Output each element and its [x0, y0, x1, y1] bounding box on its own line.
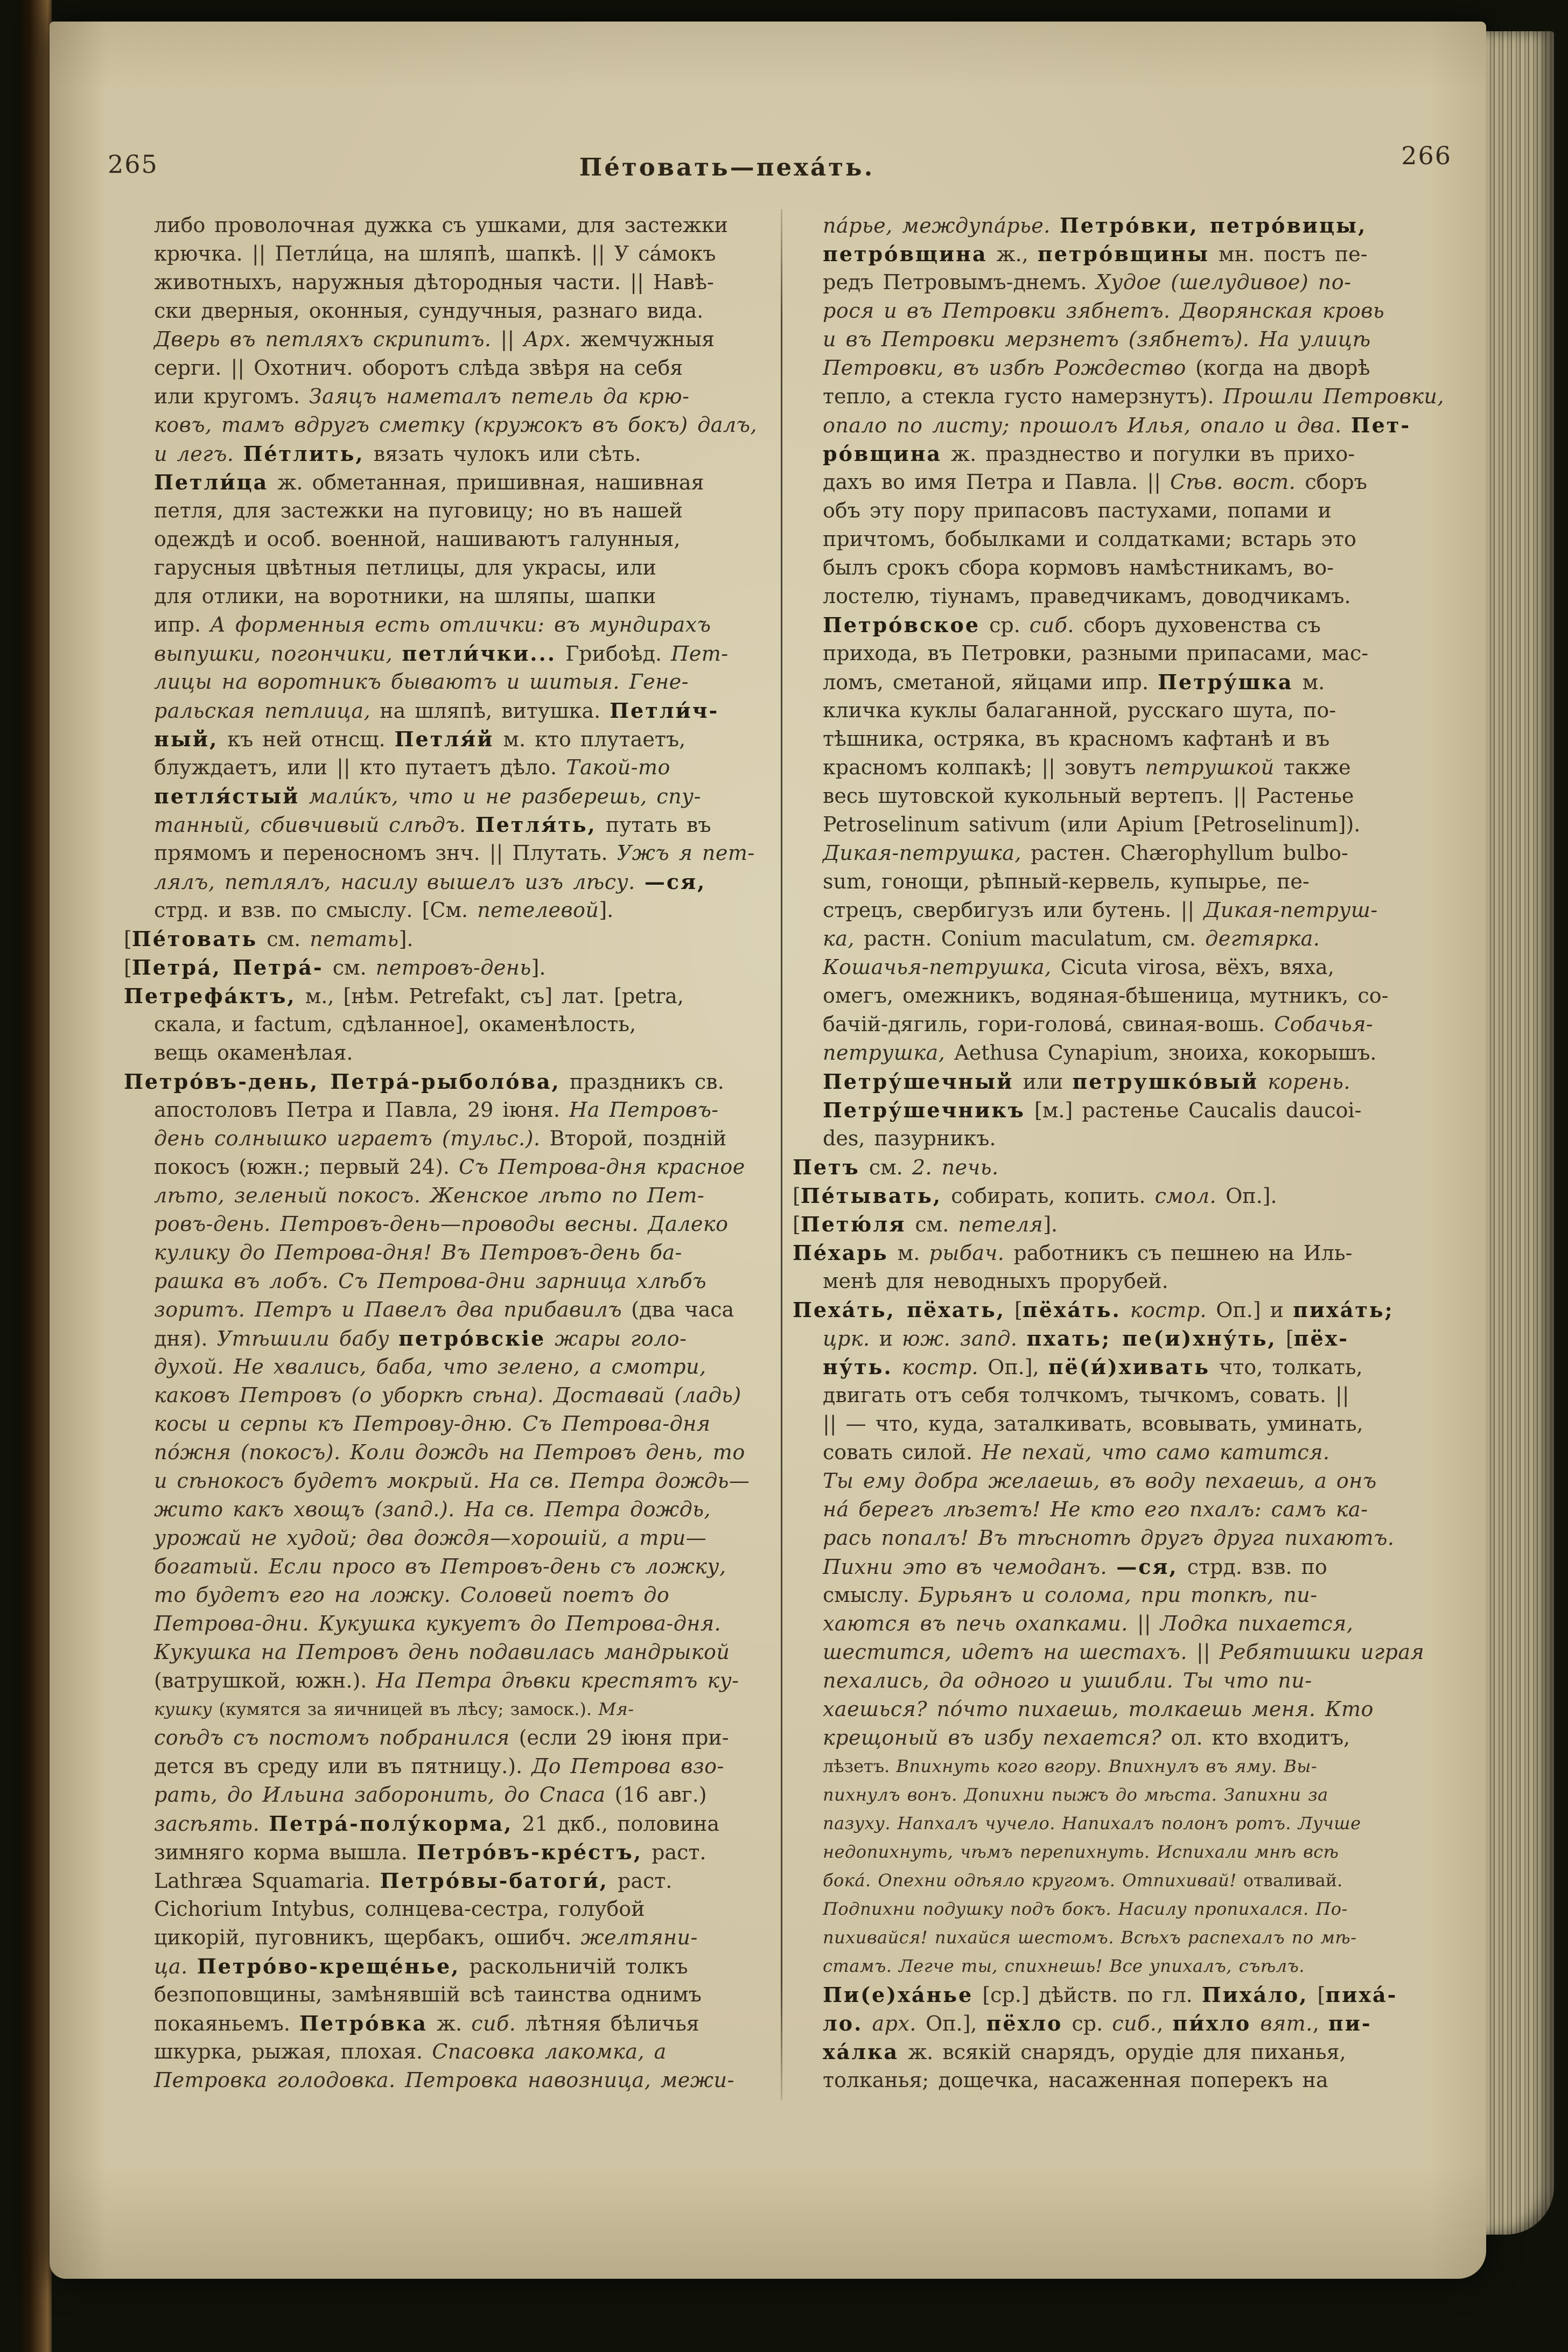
text-line: животныхъ, наружныя дѣтородныя части. || Навѣ- — [154, 270, 714, 294]
text-line: [Пе́товать см. петать]. — [124, 927, 414, 951]
column-left — [124, 211, 779, 2095]
text-line: шкурка, рыжая, плохая. Спасовка лакомка, а — [154, 2040, 667, 2063]
text-line: гарусныя цвѣтныя петлицы, для украсы, или — [154, 556, 656, 579]
text-line: совать силой. Не пехай, что само катится. — [823, 1440, 1330, 1464]
text-line: лѣзетъ. Впихнуть кого вгору. Впихнулъ въ яму. Вы- — [823, 1756, 1318, 1776]
text-line: Petroselinum sativum (или Apium [Petroselinum]). — [823, 813, 1361, 836]
text-line: рося и въ Петровки зябнетъ. Дворянская кровь — [823, 299, 1385, 323]
text-line: то будетъ его на ложку. Соловей поетъ до — [154, 1583, 670, 1607]
text-line: [Петра́, Петра́- см. петровъ-день]. — [124, 955, 546, 979]
text-line: ну́ть. костр. Оп.], пё(и́)хивать что, толкать, — [823, 1355, 1363, 1379]
text-line: весь шутовской кукольный вертепъ. || Растенье — [823, 784, 1354, 808]
text-line: Пе́харь м. рыбач. работникъ съ пешнею на Иль- — [793, 1241, 1353, 1265]
text-line: Подпихни подушку подъ бокъ. Насилу пропихался. По- — [823, 1899, 1348, 1919]
text-line: лѣто, зеленый покосъ. Женское лѣто по Пет- — [154, 1184, 705, 1207]
text-line: лялъ, петлялъ, насилу вышелъ изъ лѣсу. —ся, — [154, 870, 706, 894]
column-right — [793, 211, 1466, 2095]
text-line: Петру́шечный или петрушко́вый корень. — [823, 1069, 1350, 1094]
text-line: день солнышко играетъ (тульс.). Второй, поздній — [154, 1126, 727, 1150]
text-line: рать, до Ильина заборонить, до Спаса (16 авг.) — [154, 1783, 707, 1807]
text-line: Дверь въ петляхъ скрипитъ. || Арх. жемчужныя — [154, 327, 715, 351]
text-line: (ватрушкой, южн.). На Петра дѣвки крестятъ ку- — [154, 1669, 739, 1692]
text-line: црк. и юж. запд. пхать; пе(и)хну́ть, [пёх- — [823, 1326, 1349, 1350]
text-line: безпоповщины, замѣнявшій всѣ таинства однимъ — [154, 1983, 702, 2006]
text-line: Lathræa Squamaria. Петро́вы-батоги́, раст. — [154, 1868, 673, 1893]
text-line: ца. Петро́во-креще́нье, раскольничій толкъ — [154, 1954, 688, 1978]
text-line: лостелю, тіунамъ, праведчикамъ, доводчикамъ. — [823, 584, 1351, 608]
text-line: вещь окаменѣлая. — [154, 1041, 353, 1065]
text-line: соѣдъ съ постомъ побранился (если 29 іюня при- — [154, 1726, 729, 1749]
text-line: одеждѣ и особ. военной, нашиваютъ галунныя, — [154, 527, 681, 551]
text-line: смыслу. Бурьянъ и солома, при топкѣ, пи- — [823, 1583, 1318, 1607]
book-page — [50, 22, 1486, 2279]
text-line: дется въ среду или въ пятницу.). До Петрова взо- — [154, 1754, 724, 1778]
text-line: хаются въ печь охапками. || Лодка пихается, — [823, 1612, 1354, 1635]
text-line: апостоловъ Петра и Павла, 29 іюня. На Петровъ- — [154, 1098, 719, 1122]
text-line: объ эту пору припасовъ пастухами, попами и — [823, 499, 1332, 522]
text-line: [Пе́тывать, собирать, копить. смол. Оп.]. — [793, 1184, 1277, 1208]
text-line: Петро́въ-день, Петра́-рыболо́ва, праздникъ св. — [124, 1069, 724, 1094]
text-line: покаяньемъ. Петро́вка ж. сиб. лѣтняя бѣличья — [154, 2011, 699, 2035]
text-line: Кукушка на Петровъ день подавилась мандрыкой — [154, 1640, 730, 1664]
running-head: Пе́товать—пеха́ть. — [579, 153, 875, 181]
text-line: рась попалъ! Въ тѣснотѣ другъ друга пихаютъ. — [823, 1526, 1395, 1550]
text-line: Пеха́ть, пёхать, [пёха́ть. костр. Оп.] и пиха́ть; — [793, 1298, 1394, 1322]
text-line: петрушка, Aethusa Cynapium, зноиха, кокорышъ. — [823, 1041, 1377, 1065]
text-line: петля, для застежки на пуговицу; но въ нашей — [154, 499, 683, 522]
text-line: цикорій, пуговникъ, щербакъ, ошибч. желтяни- — [154, 1926, 698, 1949]
text-line: зимняго корма вышла. Петро́въ-кре́стъ, раст. — [154, 1840, 706, 1864]
text-line: ровъ-день. Петровъ-день—проводы весны. Далеко — [154, 1212, 729, 1236]
page-number-right: 266 — [1401, 141, 1452, 170]
column-divider — [781, 209, 782, 2100]
text-line: ный, къ ней отнсщ. Петля́й м. кто плутаетъ, — [154, 727, 686, 751]
text-line: выпушки, погончики, петли́чки... Грибоѣд. Пет- — [154, 641, 729, 666]
text-line: толканья; дощечка, насаженная поперекъ на — [823, 2068, 1328, 2092]
text-line: петля́стый мали́къ, что и не разберешь, спу- — [154, 784, 701, 808]
text-line: зоритъ. Петръ и Павелъ два прибавилъ (два часа — [154, 1298, 734, 1321]
book-binding-edge — [18, 0, 52, 2352]
text-line: ски дверныя, оконныя, сундучныя, разнаго вида. — [154, 299, 704, 323]
text-line: [Петю́ля см. петеля]. — [793, 1212, 1058, 1236]
text-line: ломъ, сметаной, яйцами ипр. Петру́шка м. — [823, 670, 1325, 694]
text-line: Петли́ца ж. обметанная, пришивная, нашивная — [154, 470, 704, 494]
text-line: лицы на воротникъ бываютъ и шитыя. Гене- — [154, 670, 689, 694]
text-line: Пихни это въ чемоданъ. —ся, стрд. взв. по — [823, 1555, 1327, 1579]
text-line: пихнулъ вонъ. Допихни пыжъ до мѣста. Запихни за — [823, 1784, 1328, 1805]
text-line: ха́лка ж. всякій снарядъ, орудіе для пиханья, — [823, 2040, 1346, 2064]
text-line: ральская петлица, на шляпѣ, витушка. Петли́ч- — [154, 698, 719, 723]
text-line: пазуху. Напхалъ чучело. Напихалъ полонъ ротъ. Лучше — [823, 1813, 1361, 1833]
text-line: или кругомъ. Заяцъ наметалъ петель да крю- — [154, 384, 690, 408]
text-line: ковъ, тамъ вдругъ сметку (кружокъ въ бокъ) далъ, — [154, 413, 757, 437]
text-line: и въ Петровки мерзнетъ (зябнетъ). На улицѣ — [823, 327, 1371, 351]
text-line: для отлики, на воротники, на шляпы, шапки — [154, 584, 656, 608]
text-line: стрецъ, свербигузъ или бутень. || Дикая-петруш- — [823, 898, 1378, 922]
text-line: sum, гонощи, рѣпный-кервель, купырье, пе- — [823, 870, 1310, 893]
text-line: бачій-дягиль, гори-голова́, свиная-вошь. Собачья- — [823, 1012, 1374, 1036]
text-line: менѣ для неводныхъ прорубей. — [823, 1269, 1168, 1293]
text-line: шестится, идетъ на шестахъ. || Ребятишки играя — [823, 1640, 1425, 1664]
text-line: каковъ Петровъ (о уборкѣ сѣна). Доставай (ладь) — [154, 1383, 741, 1407]
text-line: кличка куклы балаганной, русскаго шута, по- — [823, 698, 1336, 722]
text-line: Дикая-петрушка, растен. Chærophyllum bulbo- — [823, 841, 1348, 865]
text-line: ло. арх. Оп.], пёхло ср. сиб., пи́хло вят., пи- — [823, 2011, 1372, 2035]
text-line: омегъ, омежникъ, водяная-бѣшеница, мутникъ, со- — [823, 984, 1389, 1007]
text-line: былъ срокъ сбора кормовъ намѣстникамъ, во- — [823, 556, 1334, 579]
text-line: ка, растн. Conium maculatum, см. дегтярка. — [823, 927, 1320, 950]
text-line: дахъ во имя Петра и Павла. || Сѣв. вост. сборъ — [823, 470, 1367, 494]
text-line: стамъ. Легче ты, спихнешь! Все упихалъ, съѣлъ. — [823, 1956, 1305, 1976]
text-line: урожай не худой; два дождя—хорошій, а три— — [154, 1526, 707, 1550]
text-line: на́ берегъ лѣзетъ! Не кто его пхалъ: самъ ка- — [823, 1497, 1368, 1521]
text-line: тѣшника, остряка, въ красномъ кафтанѣ и въ — [823, 727, 1330, 751]
text-line: танный, сбивчивый слѣдъ. Петля́ть, путать въ — [154, 813, 711, 837]
text-line: Петровки, въ избѣ Рождество (когда на дворѣ — [823, 356, 1370, 380]
text-line: ипр. А форменныя есть отлички: въ мундирахъ — [154, 613, 711, 636]
text-line: Петру́шечникъ [м.] растенье Caucalis daucoi- — [823, 1098, 1362, 1122]
text-line: редъ Петровымъ-днемъ. Худое (шелудивое) по- — [823, 270, 1352, 294]
text-line: Петрова-дни. Кукушка кукуетъ до Петрова-дня. — [154, 1612, 722, 1635]
text-line: Ты ему добра желаешь, въ воду пехаешь, а онъ — [823, 1469, 1377, 1493]
text-line: причтомъ, бобылками и солдатками; встарь это — [823, 527, 1356, 551]
text-line: бока́. Опехни одѣяло кругомъ. Отпихивай! отваливай. — [823, 1870, 1343, 1891]
text-line: рашка въ лобъ. Съ Петрова-дни зарница хлѣбъ — [154, 1269, 706, 1293]
text-line: крючка. || Петли́ца, на шляпѣ, шапкѣ. || У са́мокъ — [154, 242, 716, 265]
text-line: прямомъ и переносномъ знч. || Плутать. Ужъ я пет- — [154, 841, 755, 865]
text-line: либо проволочная дужка съ ушками, для застежки — [154, 213, 728, 237]
text-line: жито какъ хвощъ (запд.). На св. Петра дождь, — [154, 1497, 711, 1521]
text-line: кулику до Петрова-дня! Въ Петровъ-день ба- — [154, 1241, 682, 1264]
text-line: des, пазурникъ. — [823, 1126, 996, 1150]
text-line: прихода, въ Петровки, разными припасами, мас- — [823, 641, 1369, 665]
text-line: стрд. и взв. по смыслу. [См. петелевой]. — [154, 898, 614, 922]
text-line: Петъ см. 2. печь. — [793, 1155, 999, 1179]
text-line: серги. || Охотнич. оборотъ слѣда звѣря на себя — [154, 356, 683, 380]
text-line: Кошачья-петрушка, Cicuta virosa, вёхъ, вяха, — [823, 955, 1334, 979]
text-line: и легъ. Пе́тлить, вязать чулокъ или сѣть. — [154, 442, 641, 466]
text-line: опало по листу; прошолъ Илья, опало и два. Пет- — [823, 413, 1411, 437]
text-line: блуждаетъ, или || кто путаетъ дѣло. Такой-то — [154, 755, 670, 779]
text-line: двигать отъ себя толчкомъ, тычкомъ, совать. || — [823, 1383, 1349, 1407]
text-line: Пи(е)ха́нье [ср.] дѣйств. по гл. Пиха́ло, [пиха́- — [823, 1983, 1398, 2007]
text-line: богатый. Если просо въ Петровъ-день съ ложку, — [154, 1555, 726, 1578]
text-line: || — что, куда, заталкивать, всовывать, уминать, — [823, 1412, 1363, 1436]
text-line: Петровка голодовка. Петровка навозница, межи- — [154, 2068, 734, 2092]
text-line: Петрефа́ктъ, м., [нѣм. Petrefakt, съ] лат. [petra, — [124, 984, 684, 1008]
text-line: красномъ колпакѣ; || зовутъ петрушкой также — [823, 755, 1351, 779]
text-line: недопихнуть, чѣмъ перепихнуть. Испихали мнѣ всѣ — [823, 1842, 1339, 1862]
text-line: пихивайся! пихайся шестомъ. Всѣхъ распехалъ по мѣ- — [823, 1927, 1357, 1948]
text-line: тепло, а стекла густо намерзнутъ). Прошли Петровки, — [823, 384, 1444, 408]
text-line: па́рье, междупа́рье. Петро́вки, петро́вицы, — [823, 213, 1367, 237]
text-line: и сѣнокосъ будетъ мокрый. На св. Петра дождь— — [154, 1469, 750, 1493]
text-line: ро́вщина ж. празднество и погулки въ прихо- — [823, 442, 1355, 466]
text-line: петро́вщина ж., петро́вщины мн. постъ пе- — [823, 242, 1368, 266]
text-line: кушку (кумятся за яичницей въ лѣсу; замоск.). Мя- — [154, 1699, 634, 1719]
text-line: пехались, да одного и ушибли. Ты что пи- — [823, 1669, 1312, 1692]
text-line: хаешься? по́что пихаешь, толкаешь меня. Кто — [823, 1697, 1374, 1721]
page-number-left: 265 — [108, 150, 158, 179]
text-line: Петро́вское ср. сиб. сборъ духовенства съ — [823, 613, 1321, 637]
text-line: скала, и factum, сдѣланное], окаменѣлость, — [154, 1012, 636, 1036]
text-line: дня). Утѣшили бабу петро́вскіе жары голо- — [154, 1326, 687, 1350]
text-line: Cichorium Intybus, солнцева-сестра, голубой — [154, 1897, 645, 1921]
text-line: духой. Не хвались, баба, что зелено, а смотри, — [154, 1355, 706, 1378]
fore-edge-page-stack — [1486, 31, 1554, 2235]
text-line: по́жня (покосъ). Коли дождь на Петровъ день, то — [154, 1440, 745, 1464]
text-line: косы и серпы къ Петрову-дню. Съ Петрова-дня — [154, 1412, 711, 1436]
text-line: покосъ (южн.; первый 24). Съ Петрова-дня красное — [154, 1155, 745, 1179]
text-line: засѣять. Петра́-полу́корма, 21 дкб., половина — [154, 1811, 720, 1836]
text-line: крещоный въ избу пехается? ол. кто входитъ, — [823, 1726, 1350, 1749]
